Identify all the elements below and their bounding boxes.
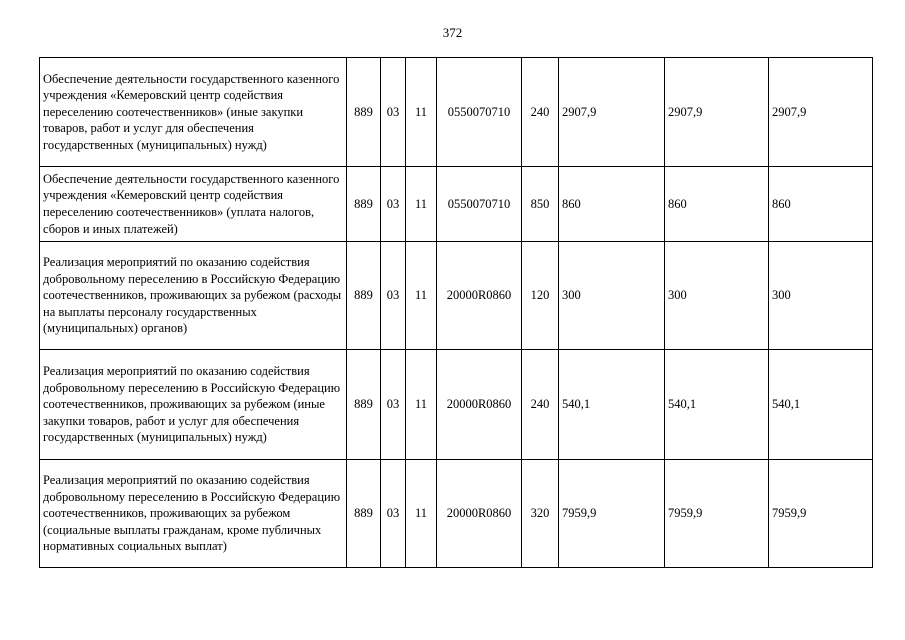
- amount-year-3: 7959,9: [769, 460, 873, 568]
- amount-year-1: 7959,9: [559, 460, 665, 568]
- amount-year-2: 860: [665, 167, 769, 242]
- ministry-code: 889: [347, 58, 381, 167]
- expense-type-code: 850: [522, 167, 559, 242]
- amount-year-1: 540,1: [559, 350, 665, 460]
- amount-year-1: 300: [559, 242, 665, 350]
- expense-type-code: 240: [522, 58, 559, 167]
- amount-year-1: 2907,9: [559, 58, 665, 167]
- expense-type-code: 120: [522, 242, 559, 350]
- ministry-code: 889: [347, 242, 381, 350]
- ministry-code: 889: [347, 460, 381, 568]
- subsection-code: 11: [406, 350, 437, 460]
- expense-type-code: 240: [522, 350, 559, 460]
- row-description: Обеспечение деятельности государственного казенного учреждения «Кемеровский центр содействия переселению соотечественников» (уплата налогов, сборов и иных платежей): [40, 167, 347, 242]
- row-description: Обеспечение деятельности государственного казенного учреждения «Кемеровский центр содействия переселению соотечественников» (иные закупки товаров, работ и услуг для обеспечения государственных (муниципальных) нужд): [40, 58, 347, 167]
- table-row: [40, 58, 873, 167]
- ministry-code: 889: [347, 167, 381, 242]
- table-row: [40, 460, 873, 568]
- amount-year-3: 540,1: [769, 350, 873, 460]
- target-article-code: 20000R0860: [437, 460, 522, 568]
- expense-type-code: 320: [522, 460, 559, 568]
- amount-year-2: 2907,9: [665, 58, 769, 167]
- target-article-code: 20000R0860: [437, 242, 522, 350]
- amount-year-2: 7959,9: [665, 460, 769, 568]
- row-description: Реализация мероприятий по оказанию содействия добровольному переселению в Российскую Федерацию соотечественников, проживающих за рубежом (социальные выплаты гражданам, кроме публичных нормативных социальных выплат): [40, 460, 347, 568]
- row-description: Реализация мероприятий по оказанию содействия добровольному переселению в Российскую Федерацию соотечественников, проживающих за рубежом (иные закупки товаров, работ и услуг для обеспечения государственных (муниципальных) нужд): [40, 350, 347, 460]
- target-article-code: 0550070710: [437, 167, 522, 242]
- section-code: 03: [381, 350, 406, 460]
- table-row: [40, 350, 873, 460]
- amount-year-3: 2907,9: [769, 58, 873, 167]
- table-row: [40, 167, 873, 242]
- amount-year-3: 300: [769, 242, 873, 350]
- subsection-code: 11: [406, 167, 437, 242]
- subsection-code: 11: [406, 58, 437, 167]
- section-code: 03: [381, 242, 406, 350]
- amount-year-3: 860: [769, 167, 873, 242]
- subsection-code: 11: [406, 242, 437, 350]
- target-article-code: 20000R0860: [437, 350, 522, 460]
- amount-year-2: 300: [665, 242, 769, 350]
- target-article-code: 0550070710: [437, 58, 522, 167]
- section-code: 03: [381, 167, 406, 242]
- ministry-code: 889: [347, 350, 381, 460]
- subsection-code: 11: [406, 460, 437, 568]
- amount-year-1: 860: [559, 167, 665, 242]
- row-description: Реализация мероприятий по оказанию содействия добровольному переселению в Российскую Федерацию соотечественников, проживающих за рубежом (расходы на выплаты персоналу государственных (муниципальных) органов): [40, 242, 347, 350]
- section-code: 03: [381, 58, 406, 167]
- section-code: 03: [381, 460, 406, 568]
- page-number: 372: [442, 25, 463, 40]
- budget-table: [39, 57, 873, 568]
- amount-year-2: 540,1: [665, 350, 769, 460]
- table-row: [40, 242, 873, 350]
